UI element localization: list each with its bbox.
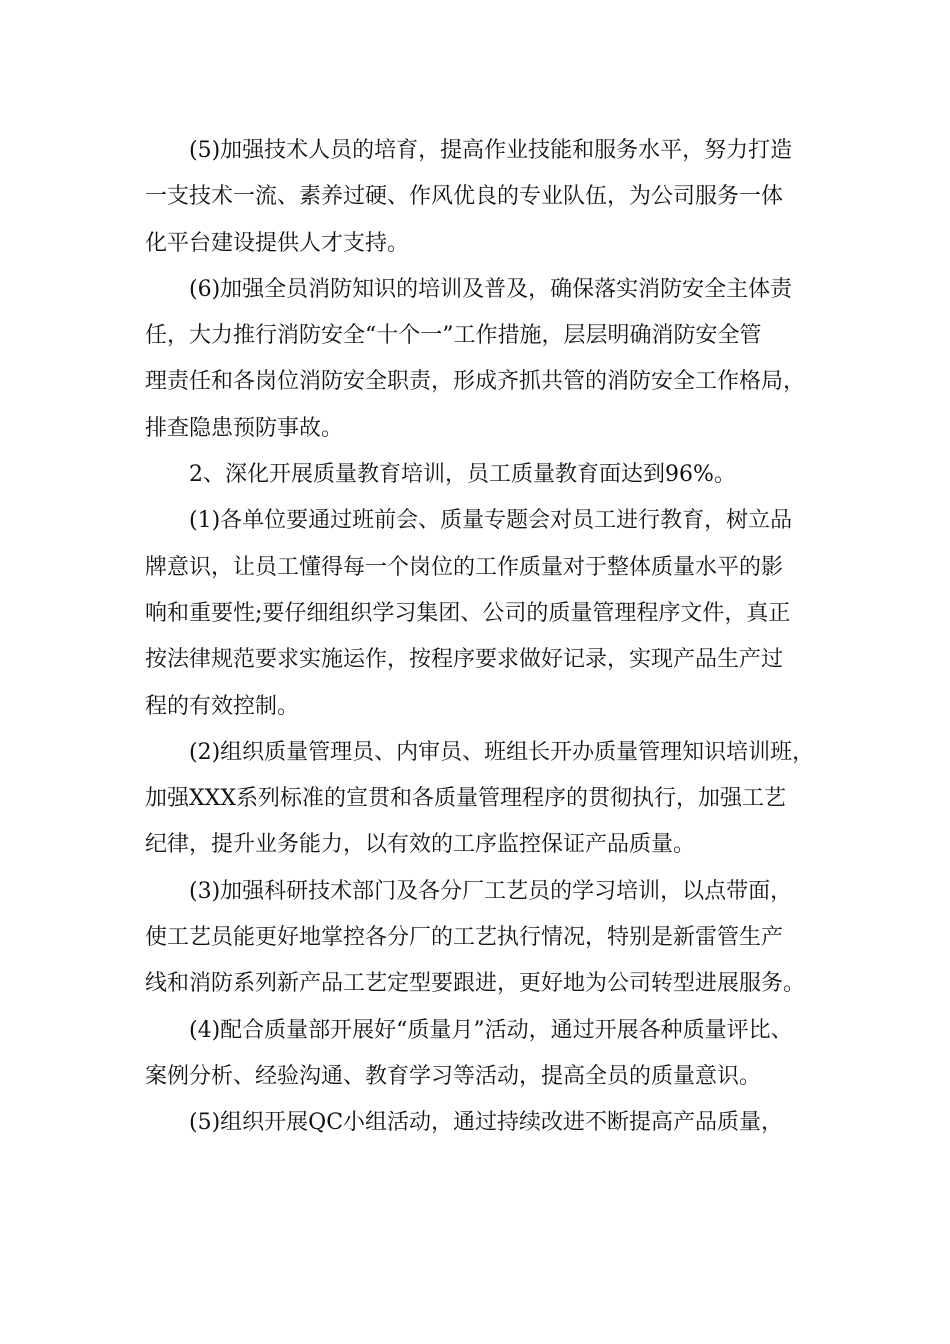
- section-heading: 2、深化开展质量教育培训，员工质量教育面达到96%。: [189, 462, 736, 488]
- paragraph-line: (5)组织开展QC小组活动，通过持续改进不断提高产品质量，: [189, 1110, 784, 1136]
- paragraph-line: 纪律，提升业务能力，以有效的工序监控保证产品质量。: [145, 832, 696, 858]
- paragraph-line: 响和重要性;要仔细组织学习集团、公司的质量管理程序文件，真正: [145, 600, 791, 626]
- paragraph-line: 牌意识，让员工懂得每一个岗位的工作质量对于整体质量水平的影: [145, 554, 784, 580]
- paragraph-line: (3)加强科研技术部门及各分厂工艺员的学习培训，以点带面，: [189, 878, 793, 904]
- paragraph-line: 线和消防系列新产品工艺定型要跟进，更好地为公司转型进展服务。: [145, 971, 806, 997]
- paragraph-line: (4)配合质量部开展好“质量月”活动，通过开展各种质量评比、: [189, 1017, 793, 1043]
- paragraph-line: 使工艺员能更好地掌控各分厂的工艺执行情况，特别是新雷管生产: [145, 925, 784, 951]
- paragraph-line: (1)各单位要通过班前会、质量专题会对员工进行教育，树立品: [189, 508, 793, 534]
- paragraph-line: 加强XXX系列标准的宣贯和各质量管理程序的贯彻执行，加强工艺: [145, 786, 786, 812]
- paragraph-line: 任，大力推行消防安全“十个一”工作措施，层层明确消防安全管: [145, 323, 762, 349]
- paragraph-line: (2)组织质量管理员、内审员、班组长开办质量管理知识培训班，: [189, 739, 815, 765]
- document-body: [145, 128, 825, 1147]
- paragraph-line: 一支技术一流、素养过硬、作风优良的专业队伍，为公司服务一体: [145, 184, 784, 210]
- paragraph-line: 化平台建设提供人才支持。: [145, 230, 410, 256]
- paragraph-line: (5)加强技术人员的培育，提高作业技能和服务水平，努力打造: [189, 138, 793, 163]
- paragraph-line: 排查隐患预防事故。: [145, 415, 344, 441]
- paragraph-line: 按法律规范要求实施运作，按程序要求做好记录，实现产品生产过: [145, 647, 784, 673]
- paragraph-line: 程的有效控制。: [145, 693, 300, 719]
- paragraph-line: 案例分析、经验沟通、教育学习等活动，提高全员的质量意识。: [145, 1063, 762, 1089]
- paragraph-line: 理责任和各岗位消防安全职责，形成齐抓共管的消防安全工作格局，: [145, 369, 806, 395]
- paragraph-line: (6)加强全员消防知识的培训及普及，确保落实消防安全主体责: [189, 276, 793, 302]
